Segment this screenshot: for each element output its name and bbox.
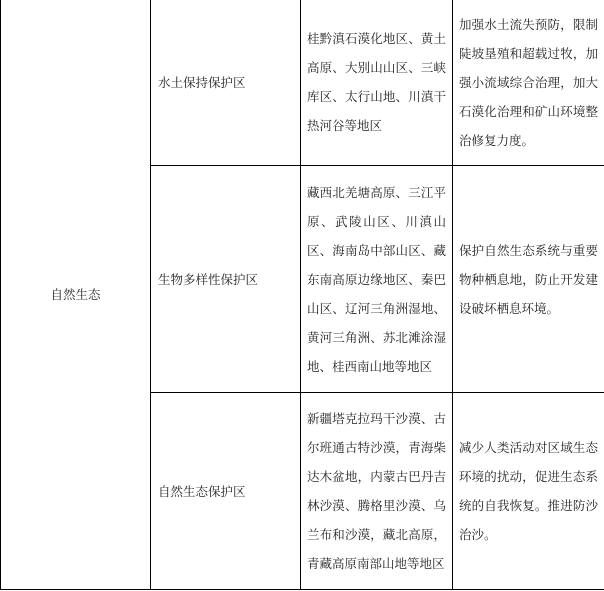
zone-cell: 生物多样性保护区	[151, 166, 301, 393]
table-row	[1, 0, 604, 166]
requirements-cell: 加强水土流失预防，限制陡坡垦殖和超载过牧，加强小流域综合治理，加大石漠化治理和矿山环境整治修复力度。	[453, 0, 604, 166]
zone-cell: 自然生态保护区	[151, 393, 301, 590]
areas-cell: 藏西北羌塘高原、三江平原、武陵山区、川滇山区、海南岛中部山区、藏东南高原边缘地区、秦巴山区、辽河三角洲湿地、黄河三角洲、苏北滩涂湿地、桂西南山地等地区	[301, 166, 453, 393]
areas-cell: 新疆塔克拉玛干沙漠、古尔班通古特沙漠，青海柴达木盆地，内蒙古巴丹吉林沙漠、腾格里沙漠、乌兰布和沙漠，藏北高原，青藏高原南部山地等地区	[301, 393, 453, 590]
areas-cell: 桂黔滇石漠化地区、黄土高原、大别山山区、三峡库区、太行山地、川滇干热河谷等地区	[301, 0, 453, 166]
category-cell: 自然生态	[1, 0, 151, 590]
zone-cell: 水土保持保护区	[151, 0, 301, 166]
requirements-cell: 保护自然生态系统与重要物种栖息地，防止开发建设破坏栖息环境。	[453, 166, 604, 393]
requirements-cell: 减少人类活动对区域生态环境的扰动，促进生态系统的自我恢复。推进防沙治沙。	[453, 393, 604, 590]
